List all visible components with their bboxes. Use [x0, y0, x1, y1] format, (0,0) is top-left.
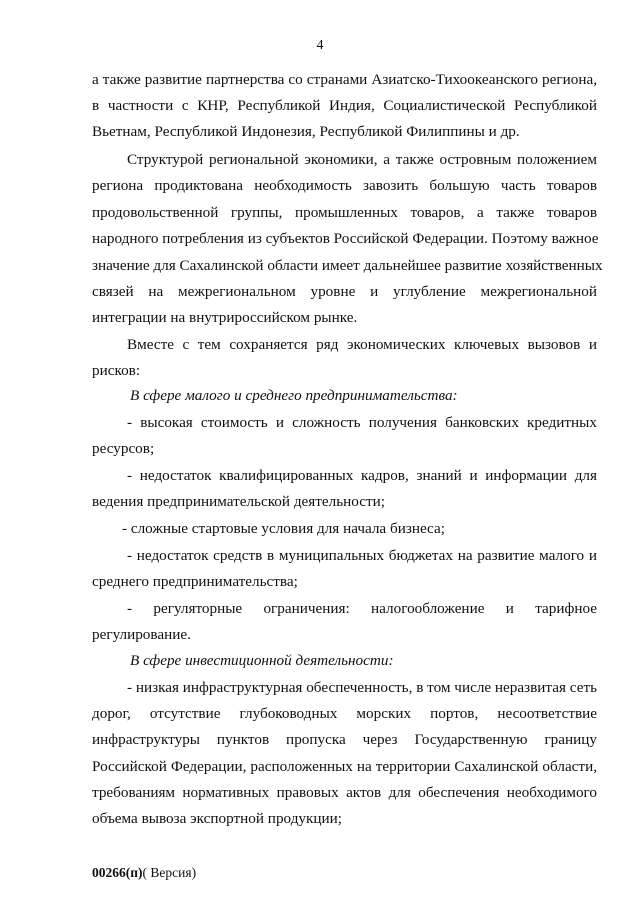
text-line: Вьетнам, Республикой Индонезия, Республикой Филиппины и др. [92, 123, 520, 140]
text-line: народного потребления из субъектов Российской Федерации. Поэтому важное [92, 230, 599, 247]
text-line: ведения предпринимательской деятельности; [92, 493, 385, 510]
text-line: продовольственной группы, промышленных товаров, а также товаров [92, 204, 597, 221]
text-line: среднего предпринимательства; [92, 573, 298, 590]
text-line: в частности с КНР, Республикой Индия, Социалистической Республикой [92, 97, 597, 114]
text-line: значение для Сахалинской области имеет дальнейшее развитие хозяйственных [92, 257, 603, 274]
text-line: регулирование. [92, 626, 191, 643]
footer-code: 00266(п) [92, 865, 143, 880]
text-line: Вместе с тем сохраняется ряд экономических ключевых вызовов и [127, 336, 597, 353]
section-heading: В сфере малого и среднего предпринимательства: [130, 387, 458, 404]
text-line: а также развитие партнерства со странами Азиатско-Тихоокеанского региона, [92, 71, 597, 88]
list-item: - недостаток квалифицированных кадров, знаний и информации для [127, 467, 597, 484]
text-line: Структурой региональной экономики, а также островным положением [127, 151, 597, 168]
section-heading: В сфере инвестиционной деятельности: [130, 652, 394, 669]
text-line: интеграции на внутрироссийском рынке. [92, 309, 358, 326]
list-item: - сложные стартовые условия для начала бизнеса; [122, 520, 445, 537]
text-line: объема вывоза экспортной продукции; [92, 810, 342, 827]
list-item: - высокая стоимость и сложность получения банковских кредитных [127, 414, 597, 431]
text-line: инфраструктуры пунктов пропуска через Государственную границу [92, 731, 597, 748]
text-line: региона продиктована необходимость завозить большую часть товаров [92, 177, 597, 194]
text-line: рисков: [92, 362, 141, 379]
text-line: дорог, отсутствие глубоководных морских портов, несоответствие [92, 705, 597, 722]
document-footer [92, 865, 196, 881]
text-line: связей на межрегиональном уровне и углубление межрегиональной [92, 283, 597, 300]
text-line: Российской Федерации, расположенных на территории Сахалинской области, [92, 758, 597, 775]
text-line: ресурсов; [92, 440, 155, 457]
list-item: - регуляторные ограничения: налогообложение и тарифное [127, 600, 597, 617]
page-number: 4 [316, 38, 324, 53]
text-line: требованиям нормативных правовых актов для обеспечения необходимого [92, 784, 597, 801]
list-item: - недостаток средств в муниципальных бюджетах на развитие малого и [127, 547, 597, 564]
list-item: - низкая инфраструктурная обеспеченность, в том числе неразвитая сеть [127, 679, 598, 696]
footer-version: ( Версия) [142, 865, 197, 880]
